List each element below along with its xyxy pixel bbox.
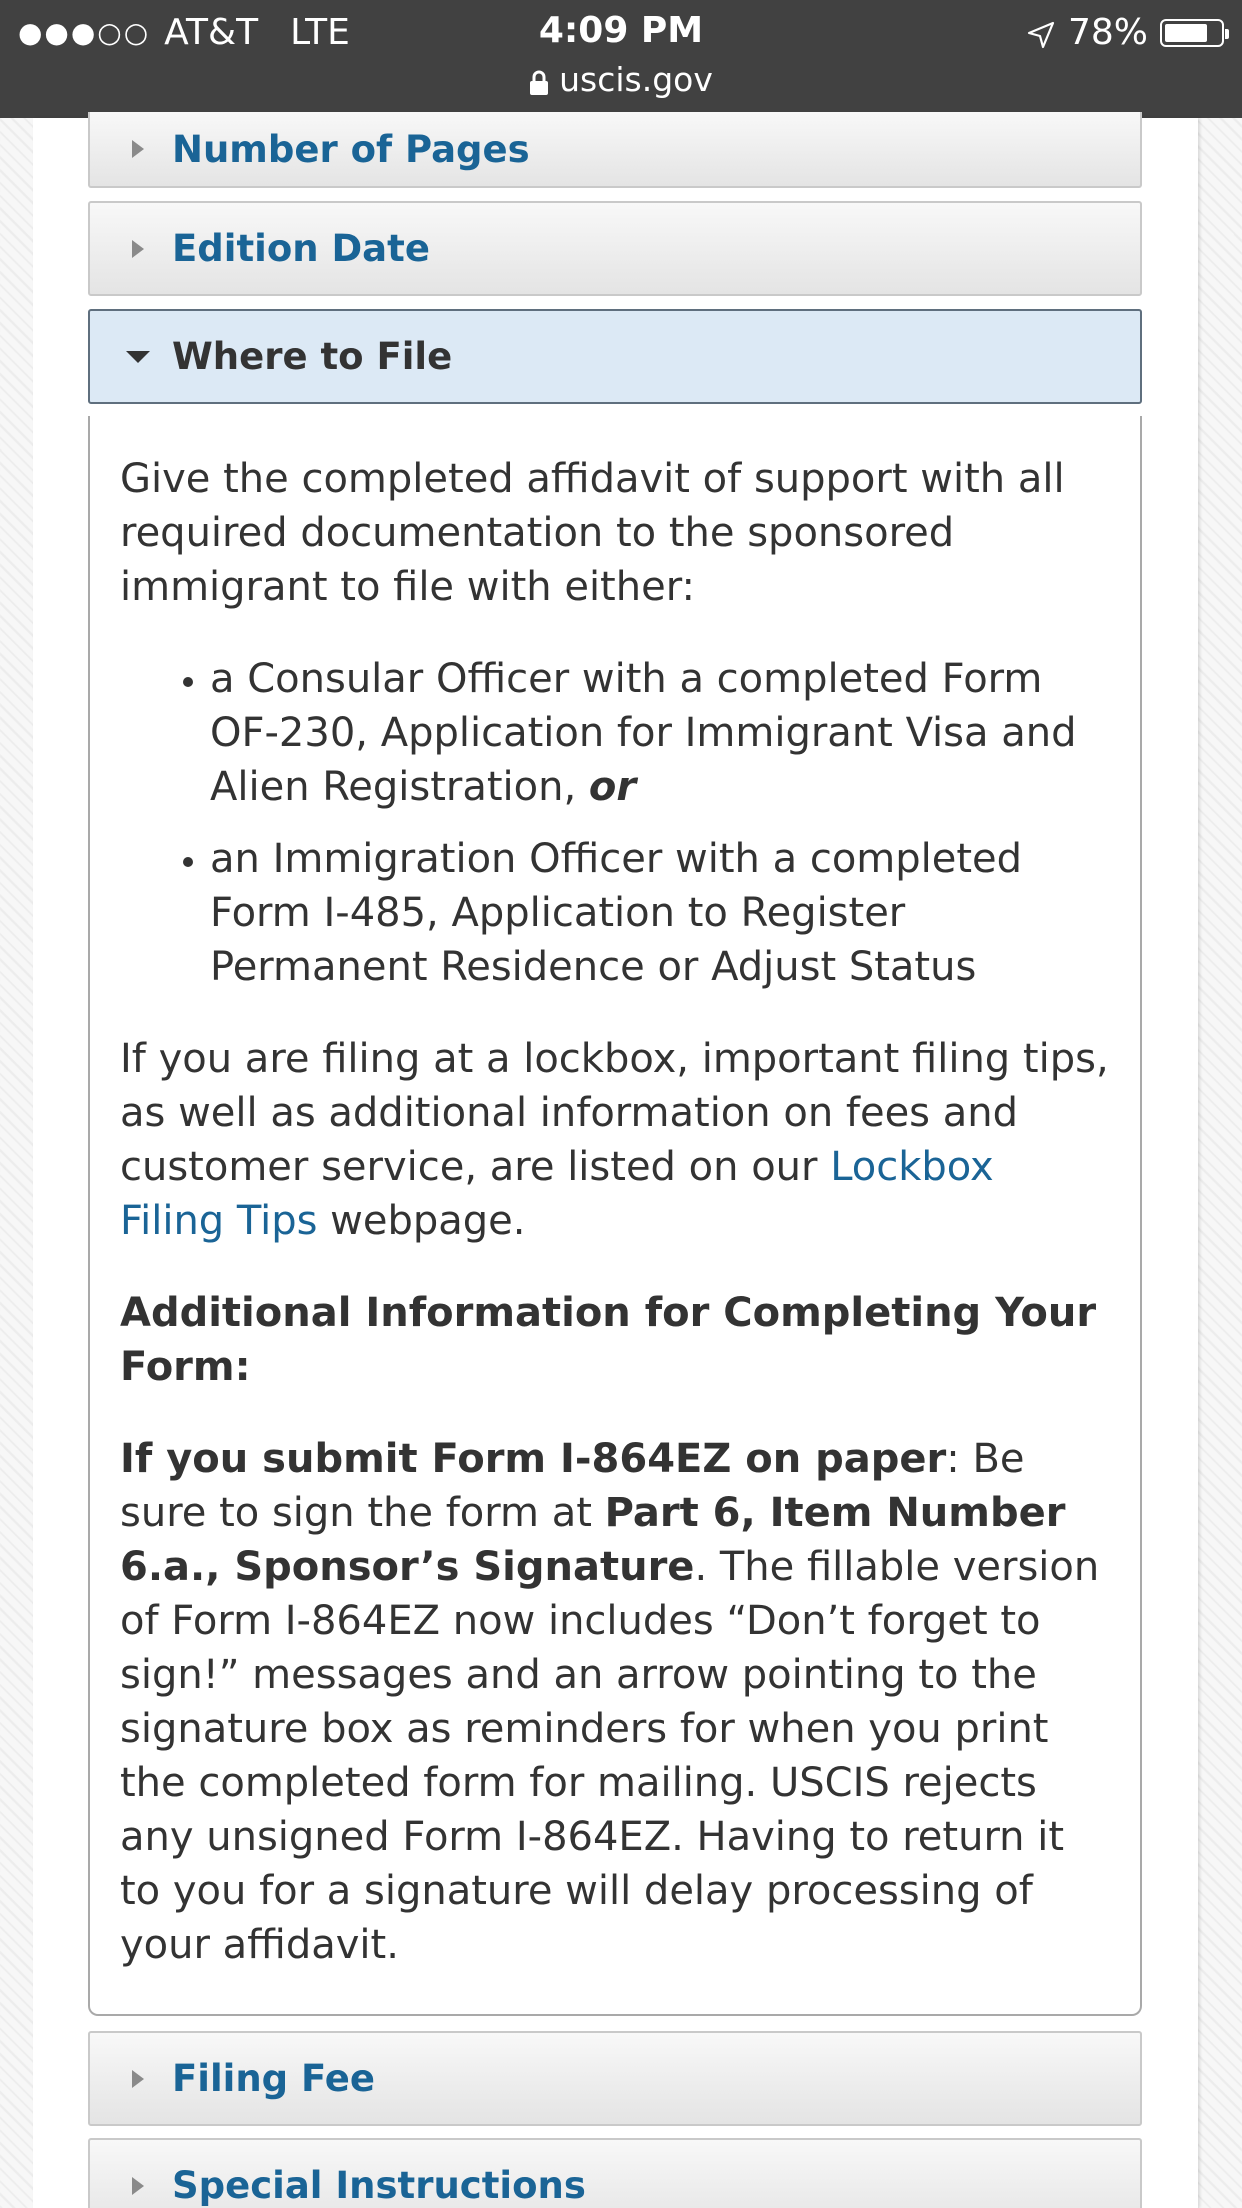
clock: 4:09 PM: [538, 10, 704, 51]
paper-text-continued: . The fillable version of Form I-864EZ now includes “Don’t forget to sign!” messages and an arrow pointing to the signature box as reminders for when you print the completed form for mailing. USCIS rejects any unsigned Form I-864EZ. Having to return it to you for a signature will delay processing of your affidavit.: [120, 1544, 1100, 1968]
caret-right-icon: [132, 2177, 144, 2195]
signal-strength-icon: ●●●○○: [18, 16, 151, 49]
paper-bold-lead: If you submit Form I-864EZ on paper: [120, 1436, 947, 1482]
lock-icon: [529, 65, 549, 91]
accordion-where-to-file[interactable]: [88, 309, 1142, 404]
paper-submission-paragraph: [120, 1432, 1110, 1972]
signature-location: Part 6, Item Number 6.a., Sponsor’s Signature: [120, 1490, 1066, 1590]
caret-right-icon: [132, 140, 144, 158]
lockbox-text-end: webpage.: [330, 1198, 526, 1244]
battery-tip: [1225, 29, 1229, 39]
accordion-label: Where to File: [172, 335, 453, 378]
caret-down-icon: [126, 351, 150, 363]
filing-options-list: [120, 652, 1110, 994]
url-text: uscis.gov: [559, 60, 713, 99]
status-icons: [1026, 12, 1224, 53]
accordion-label: Special Instructions: [172, 2164, 586, 2207]
battery-level: [1165, 24, 1207, 42]
caret-right-icon: [132, 240, 144, 258]
accordion-number-of-pages[interactable]: [88, 112, 1142, 188]
option-immigration-text: an Immigration Officer with a completed Form I-485, Application to Register Permanent Residence or Adjust Status: [210, 836, 1023, 990]
battery-percentage: 78%: [1067, 12, 1148, 53]
battery-icon: [1160, 19, 1224, 47]
heading-text: Additional Information for Completing Your Form:: [120, 1290, 1097, 1390]
accordion-label: Edition Date: [172, 227, 430, 270]
accordion-label: Filing Fee: [172, 2057, 375, 2100]
accordion-special-instructions[interactable]: [88, 2138, 1142, 2208]
lockbox-text: If you are filing at a lockbox, important filing tips, as well as additional information on fees and customer service, are listed on our: [120, 1036, 1109, 1190]
paper-text: : Be sure to sign the form at: [120, 1436, 1025, 1536]
status-bar: [0, 0, 1242, 118]
list-item: [210, 832, 1110, 994]
option-consular-text: a Consular Officer with a completed Form OF-230, Application for Immigrant Visa and Alien Registration,: [210, 656, 1077, 810]
accordion-edition-date[interactable]: [88, 201, 1142, 296]
caret-right-icon: [132, 2070, 144, 2088]
carrier-name: AT&T: [164, 12, 259, 53]
lockbox-paragraph: [120, 1032, 1110, 1248]
intro-paragraph: Give the completed affidavit of support with all required documentation to the sponsored immigrant to file with either:: [120, 456, 1065, 610]
additional-info-heading: [120, 1286, 1110, 1394]
or-emphasis: or: [588, 764, 637, 810]
location-arrow-icon: [1026, 18, 1056, 48]
address-bar[interactable]: [0, 60, 1242, 99]
accordion-filing-fee[interactable]: [88, 2031, 1142, 2126]
where-to-file-panel: [88, 416, 1142, 2016]
list-item: [210, 652, 1110, 814]
accordion-label: Number of Pages: [172, 127, 530, 171]
lockbox-filing-tips-link[interactable]: Lockbox Filing Tips: [120, 1144, 994, 1244]
network-type: LTE: [290, 12, 350, 53]
